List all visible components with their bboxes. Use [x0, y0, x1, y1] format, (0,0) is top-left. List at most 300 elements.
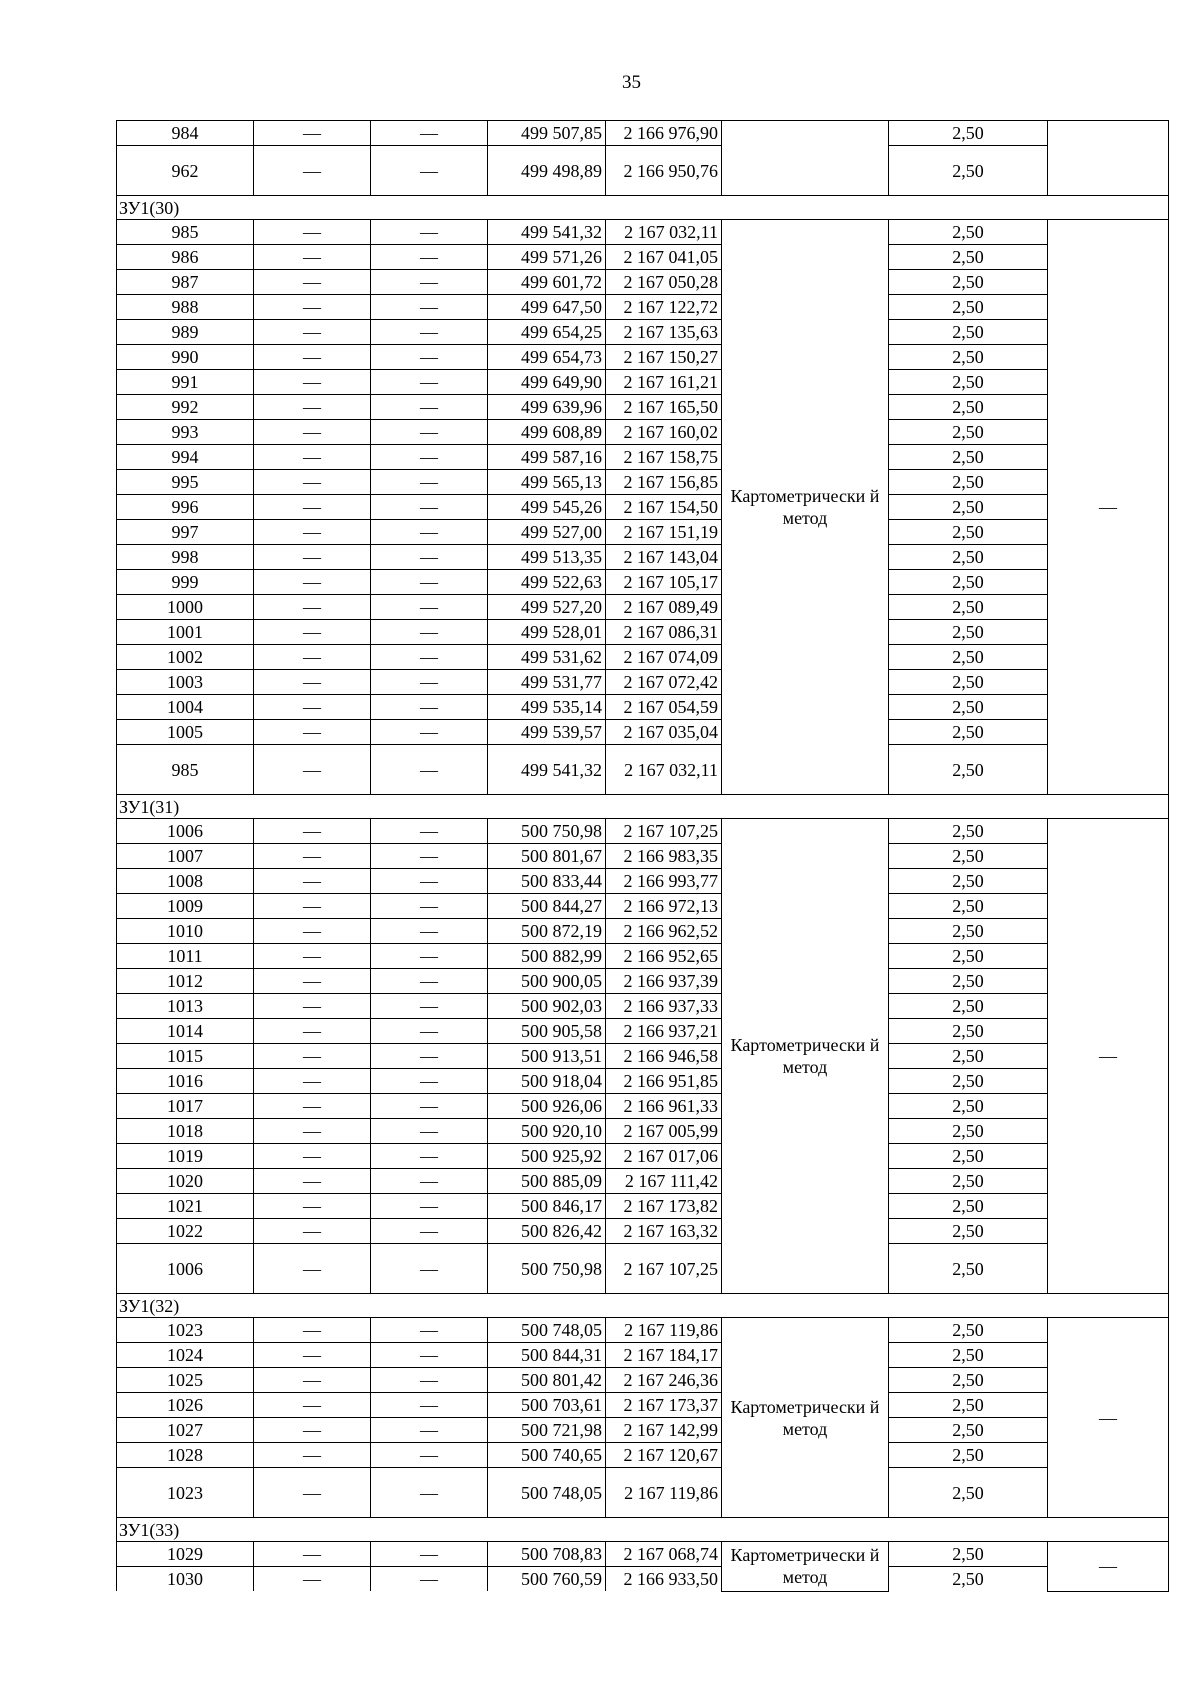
accuracy-value: 2,50: [889, 1567, 1048, 1592]
accuracy-value: 2,50: [889, 869, 1048, 894]
coord-y: 2 167 143,04: [606, 545, 722, 570]
accuracy-value: 2,50: [889, 1144, 1048, 1169]
point-number: 1030: [117, 1567, 254, 1592]
dash-cell: —: [254, 1244, 371, 1294]
coord-x: 499 528,01: [488, 620, 606, 645]
coord-x: 499 654,73: [488, 345, 606, 370]
accuracy-value: 2,50: [889, 1368, 1048, 1393]
point-number: 993: [117, 420, 254, 445]
dash-cell: —: [371, 1343, 488, 1368]
table-row: [117, 121, 1169, 146]
table-row: [117, 320, 1169, 345]
dash-cell: —: [371, 894, 488, 919]
point-number: 999: [117, 570, 254, 595]
coord-x: 499 531,77: [488, 670, 606, 695]
point-number: 998: [117, 545, 254, 570]
dash-cell: —: [254, 320, 371, 345]
accuracy-value: 2,50: [889, 570, 1048, 595]
table-row: [117, 545, 1169, 570]
table-row: [117, 844, 1169, 869]
dash-cell: —: [371, 220, 488, 245]
coord-x: 499 535,14: [488, 695, 606, 720]
dash-cell: —: [254, 1343, 371, 1368]
method-cell: Картометрически й метод: [722, 819, 889, 1294]
dash-cell: —: [254, 445, 371, 470]
dash-cell: —: [371, 620, 488, 645]
point-number: 988: [117, 295, 254, 320]
table-row: [117, 919, 1169, 944]
point-number: 1002: [117, 645, 254, 670]
coord-y: 2 166 976,90: [606, 121, 722, 146]
dash-cell: —: [1048, 1542, 1169, 1592]
coord-y: 2 167 050,28: [606, 270, 722, 295]
table-row: [117, 1418, 1169, 1443]
coord-x: 499 545,26: [488, 495, 606, 520]
point-number: 962: [117, 146, 254, 196]
coord-y: 2 167 120,67: [606, 1443, 722, 1468]
accuracy-value: 2,50: [889, 944, 1048, 969]
dash-cell: —: [371, 1219, 488, 1244]
table-row: [117, 944, 1169, 969]
point-number: 984: [117, 121, 254, 146]
point-number: 992: [117, 395, 254, 420]
dash-cell: —: [371, 1418, 488, 1443]
coord-x: 500 844,27: [488, 894, 606, 919]
dash-cell: —: [254, 620, 371, 645]
dash-cell: —: [254, 1318, 371, 1343]
coord-y: 2 166 950,76: [606, 146, 722, 196]
dash-cell: —: [254, 745, 371, 795]
accuracy-value: 2,50: [889, 121, 1048, 146]
coord-y: 2 167 032,11: [606, 220, 722, 245]
dash-cell: —: [371, 1194, 488, 1219]
coord-x: 499 565,13: [488, 470, 606, 495]
accuracy-value: 2,50: [889, 220, 1048, 245]
accuracy-value: 2,50: [889, 1318, 1048, 1343]
coord-x: 500 721,98: [488, 1418, 606, 1443]
section-label: ЗУ1(31): [117, 795, 1169, 819]
coord-x: 500 846,17: [488, 1194, 606, 1219]
accuracy-value: 2,50: [889, 1194, 1048, 1219]
accuracy-value: 2,50: [889, 1119, 1048, 1144]
coord-x: 499 531,62: [488, 645, 606, 670]
dash-cell: —: [371, 745, 488, 795]
coord-x: 500 926,06: [488, 1094, 606, 1119]
dash-cell: —: [254, 994, 371, 1019]
table-row: [117, 745, 1169, 795]
coord-y: 2 167 068,74: [606, 1542, 722, 1567]
dash-cell: —: [371, 1542, 488, 1567]
table-row: [117, 670, 1169, 695]
coord-y: 2 166 962,52: [606, 919, 722, 944]
dash-cell: —: [371, 320, 488, 345]
table-row: [117, 1069, 1169, 1094]
point-number: 1023: [117, 1468, 254, 1518]
point-number: 1024: [117, 1343, 254, 1368]
accuracy-value: 2,50: [889, 1542, 1048, 1567]
coord-x: 499 498,89: [488, 146, 606, 196]
dash-cell: —: [254, 645, 371, 670]
point-number: 985: [117, 220, 254, 245]
accuracy-value: 2,50: [889, 495, 1048, 520]
dash-cell: —: [371, 470, 488, 495]
coord-x: 500 882,99: [488, 944, 606, 969]
point-number: 1029: [117, 1542, 254, 1567]
dash-cell: —: [254, 1169, 371, 1194]
dash-cell: —: [254, 595, 371, 620]
table-row: [117, 819, 1169, 844]
table-row: [117, 395, 1169, 420]
table-row: [117, 270, 1169, 295]
table-row: [117, 994, 1169, 1019]
dash-cell: —: [254, 1443, 371, 1468]
coord-y: 2 166 937,39: [606, 969, 722, 994]
coord-x: 499 649,90: [488, 370, 606, 395]
table-row: [117, 620, 1169, 645]
dash-cell: —: [254, 270, 371, 295]
point-number: 1027: [117, 1418, 254, 1443]
coord-x: 500 703,61: [488, 1393, 606, 1418]
dash-cell: —: [1048, 819, 1169, 1294]
point-number: 1016: [117, 1069, 254, 1094]
dash-cell: —: [254, 1393, 371, 1418]
method-cell: Картометрически й метод: [722, 1542, 889, 1592]
point-number: 1028: [117, 1443, 254, 1468]
dash-cell: —: [254, 1094, 371, 1119]
accuracy-value: 2,50: [889, 620, 1048, 645]
coord-y: 2 167 107,25: [606, 819, 722, 844]
dash-cell: —: [254, 420, 371, 445]
coord-y: 2 166 983,35: [606, 844, 722, 869]
table-row: [117, 1119, 1169, 1144]
coord-y: 2 167 005,99: [606, 1119, 722, 1144]
dash-cell: —: [254, 944, 371, 969]
table-row: [117, 1318, 1169, 1343]
dash-cell: —: [371, 445, 488, 470]
accuracy-value: 2,50: [889, 645, 1048, 670]
dash-cell: —: [254, 370, 371, 395]
dash-cell: —: [371, 1094, 488, 1119]
coord-y: 2 166 951,85: [606, 1069, 722, 1094]
coord-x: 500 826,42: [488, 1219, 606, 1244]
coord-y: 2 167 119,86: [606, 1318, 722, 1343]
section-label: ЗУ1(33): [117, 1518, 1169, 1542]
accuracy-value: 2,50: [889, 420, 1048, 445]
coord-y: 2 167 184,17: [606, 1343, 722, 1368]
dash-cell: —: [254, 1119, 371, 1144]
dash-cell: —: [371, 1318, 488, 1343]
coord-y: 2 167 072,42: [606, 670, 722, 695]
coord-x: 499 539,57: [488, 720, 606, 745]
dash-cell: —: [254, 146, 371, 196]
coord-y: 2 166 937,21: [606, 1019, 722, 1044]
accuracy-value: 2,50: [889, 1219, 1048, 1244]
coord-y: 2 166 993,77: [606, 869, 722, 894]
dash-cell: —: [371, 1119, 488, 1144]
table-row: [117, 720, 1169, 745]
table-row: [117, 1542, 1169, 1567]
dash-cell: —: [371, 1393, 488, 1418]
table-row: [117, 1468, 1169, 1518]
table-row: [117, 146, 1169, 196]
coord-x: 499 507,85: [488, 121, 606, 146]
accuracy-value: 2,50: [889, 395, 1048, 420]
coord-x: 499 527,00: [488, 520, 606, 545]
dash-cell: —: [254, 1194, 371, 1219]
coord-y: 2 167 158,75: [606, 445, 722, 470]
coord-x: 499 527,20: [488, 595, 606, 620]
point-number: 1005: [117, 720, 254, 745]
dash-cell: —: [371, 1069, 488, 1094]
table-row: [117, 969, 1169, 994]
accuracy-value: 2,50: [889, 1418, 1048, 1443]
dash-cell: —: [371, 645, 488, 670]
table-row: [117, 1393, 1169, 1418]
accuracy-value: 2,50: [889, 720, 1048, 745]
coord-y: 2 166 937,33: [606, 994, 722, 1019]
coord-x: 499 639,96: [488, 395, 606, 420]
coordinates-table: [116, 120, 1169, 1592]
coord-x: 500 913,51: [488, 1044, 606, 1069]
dash-cell: —: [371, 295, 488, 320]
accuracy-value: 2,50: [889, 1044, 1048, 1069]
dash-cell: —: [371, 1567, 488, 1592]
dash-cell: —: [254, 470, 371, 495]
accuracy-value: 2,50: [889, 1468, 1048, 1518]
coord-y: 2 167 161,21: [606, 370, 722, 395]
table-row: [117, 370, 1169, 395]
dash-cell: —: [1048, 220, 1169, 795]
point-number: 1007: [117, 844, 254, 869]
dash-cell: —: [254, 520, 371, 545]
coord-x: 500 750,98: [488, 819, 606, 844]
coord-y: 2 167 041,05: [606, 245, 722, 270]
point-number: 1001: [117, 620, 254, 645]
dash-cell: —: [254, 570, 371, 595]
coord-x: 500 748,05: [488, 1318, 606, 1343]
coord-x: 500 872,19: [488, 919, 606, 944]
accuracy-value: 2,50: [889, 370, 1048, 395]
table-row: [117, 1443, 1169, 1468]
dash-cell: —: [371, 270, 488, 295]
coord-y: 2 167 017,06: [606, 1144, 722, 1169]
accuracy-value: 2,50: [889, 1069, 1048, 1094]
point-number: 1022: [117, 1219, 254, 1244]
point-number: 1006: [117, 819, 254, 844]
dash-cell: —: [371, 944, 488, 969]
table-row: [117, 645, 1169, 670]
coord-y: 2 167 150,27: [606, 345, 722, 370]
coord-x: 499 571,26: [488, 245, 606, 270]
point-number: 997: [117, 520, 254, 545]
coord-x: 499 522,63: [488, 570, 606, 595]
point-number: 986: [117, 245, 254, 270]
section-row: [117, 1518, 1169, 1542]
accuracy-value: 2,50: [889, 520, 1048, 545]
table-row: [117, 1144, 1169, 1169]
table-row: [117, 295, 1169, 320]
dash-cell: —: [371, 545, 488, 570]
point-number: 985: [117, 745, 254, 795]
dash-cell: —: [254, 1219, 371, 1244]
coord-x: 500 902,03: [488, 994, 606, 1019]
accuracy-value: 2,50: [889, 545, 1048, 570]
point-number: 1004: [117, 695, 254, 720]
table-row: [117, 245, 1169, 270]
table-row: [117, 1019, 1169, 1044]
point-number: 996: [117, 495, 254, 520]
dash-cell: —: [371, 495, 488, 520]
point-number: 1026: [117, 1393, 254, 1418]
accuracy-value: 2,50: [889, 1343, 1048, 1368]
point-number: 1009: [117, 894, 254, 919]
coord-y: 2 166 952,65: [606, 944, 722, 969]
accuracy-value: 2,50: [889, 445, 1048, 470]
table-row: [117, 894, 1169, 919]
point-number: 1025: [117, 1368, 254, 1393]
dash-cell: —: [254, 395, 371, 420]
point-number: 995: [117, 470, 254, 495]
coord-x: 500 750,98: [488, 1244, 606, 1294]
dash-cell: —: [254, 695, 371, 720]
dash-cell: —: [254, 295, 371, 320]
coord-y: 2 167 160,02: [606, 420, 722, 445]
coord-y: 2 167 165,50: [606, 395, 722, 420]
table-row: [117, 220, 1169, 245]
accuracy-value: 2,50: [889, 844, 1048, 869]
dash-cell: —: [371, 1468, 488, 1518]
section-label: ЗУ1(32): [117, 1294, 1169, 1318]
dash-cell: —: [254, 1418, 371, 1443]
accuracy-value: 2,50: [889, 345, 1048, 370]
coord-x: 499 541,32: [488, 745, 606, 795]
coord-x: 499 587,16: [488, 445, 606, 470]
dash-cell: —: [371, 570, 488, 595]
dash-cell: —: [254, 919, 371, 944]
dash-cell: —: [254, 869, 371, 894]
method-cell: [722, 121, 889, 196]
dash-cell: —: [371, 1144, 488, 1169]
table-row: [117, 869, 1169, 894]
table-row: [117, 1169, 1169, 1194]
accuracy-value: 2,50: [889, 1169, 1048, 1194]
coord-x: 500 844,31: [488, 1343, 606, 1368]
point-number: 994: [117, 445, 254, 470]
coord-y: 2 167 163,32: [606, 1219, 722, 1244]
accuracy-value: 2,50: [889, 745, 1048, 795]
coord-y: 2 167 035,04: [606, 720, 722, 745]
point-number: 1003: [117, 670, 254, 695]
dash-cell: —: [371, 121, 488, 146]
dash-cell: —: [371, 819, 488, 844]
point-number: 1010: [117, 919, 254, 944]
dash-cell: —: [254, 495, 371, 520]
dash-cell: —: [371, 1443, 488, 1468]
coordinates-table-body: [117, 121, 1169, 1592]
section-label: ЗУ1(30): [117, 196, 1169, 220]
point-number: 1021: [117, 1194, 254, 1219]
table-row: [117, 345, 1169, 370]
coord-y: 2 167 154,50: [606, 495, 722, 520]
point-number: 991: [117, 370, 254, 395]
accuracy-value: 2,50: [889, 1393, 1048, 1418]
point-number: 1015: [117, 1044, 254, 1069]
dash-cell: —: [371, 919, 488, 944]
accuracy-value: 2,50: [889, 470, 1048, 495]
accuracy-value: 2,50: [889, 295, 1048, 320]
accuracy-value: 2,50: [889, 670, 1048, 695]
dash-cell: —: [254, 819, 371, 844]
table-row: [117, 1044, 1169, 1069]
coord-y: 2 167 105,17: [606, 570, 722, 595]
point-number: 1019: [117, 1144, 254, 1169]
table-row: [117, 1567, 1169, 1592]
coord-x: 500 905,58: [488, 1019, 606, 1044]
dash-cell: —: [1048, 1318, 1169, 1518]
dash-cell: —: [254, 670, 371, 695]
dash-cell: —: [371, 994, 488, 1019]
point-number: 1011: [117, 944, 254, 969]
table-row: [117, 495, 1169, 520]
coord-x: 500 925,92: [488, 1144, 606, 1169]
coord-x: 500 900,05: [488, 969, 606, 994]
point-number: 1006: [117, 1244, 254, 1294]
coord-y: 2 167 086,31: [606, 620, 722, 645]
dash-cell: —: [254, 1044, 371, 1069]
table-row: [117, 1219, 1169, 1244]
point-number: 987: [117, 270, 254, 295]
accuracy-value: 2,50: [889, 1244, 1048, 1294]
dash-cell: —: [371, 844, 488, 869]
coord-y: 2 167 054,59: [606, 695, 722, 720]
dash-cell: —: [254, 969, 371, 994]
dash-cell: —: [371, 146, 488, 196]
coord-y: 2 167 246,36: [606, 1368, 722, 1393]
coord-y: 2 166 933,50: [606, 1567, 722, 1592]
table-row: [117, 595, 1169, 620]
point-number: 990: [117, 345, 254, 370]
dash-cell: —: [254, 245, 371, 270]
accuracy-value: 2,50: [889, 695, 1048, 720]
coord-y: 2 167 122,72: [606, 295, 722, 320]
table-row: [117, 445, 1169, 470]
dash-cell: —: [254, 720, 371, 745]
dash-cell: —: [371, 395, 488, 420]
table-row: [117, 1368, 1169, 1393]
coord-x: 499 654,25: [488, 320, 606, 345]
method-cell: Картометрически й метод: [722, 220, 889, 795]
table-row: [117, 1244, 1169, 1294]
point-number: 989: [117, 320, 254, 345]
dash-cell: —: [254, 1542, 371, 1567]
accuracy-value: 2,50: [889, 819, 1048, 844]
coord-x: 500 748,05: [488, 1468, 606, 1518]
dash-cell: —: [371, 1019, 488, 1044]
dash-cell: —: [254, 1069, 371, 1094]
coord-y: 2 167 156,85: [606, 470, 722, 495]
coord-x: 499 541,32: [488, 220, 606, 245]
accuracy-value: 2,50: [889, 969, 1048, 994]
accuracy-value: 2,50: [889, 595, 1048, 620]
coord-x: 499 601,72: [488, 270, 606, 295]
dash-cell: —: [254, 1019, 371, 1044]
section-row: [117, 1294, 1169, 1318]
coord-x: 500 833,44: [488, 869, 606, 894]
table-row: [117, 420, 1169, 445]
accuracy-value: 2,50: [889, 146, 1048, 196]
coord-x: 499 647,50: [488, 295, 606, 320]
accuracy-value: 2,50: [889, 994, 1048, 1019]
